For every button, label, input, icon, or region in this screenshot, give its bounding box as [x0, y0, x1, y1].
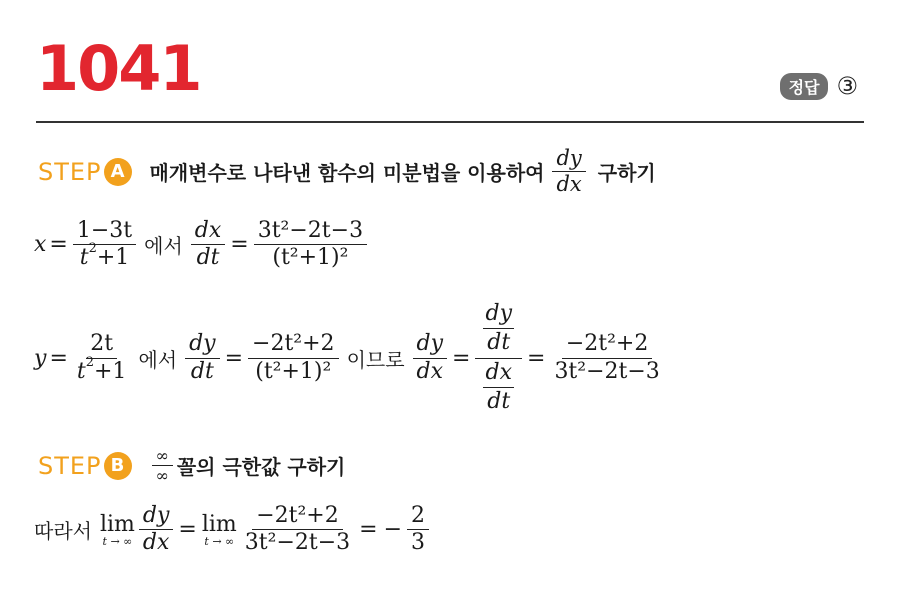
step-a-fraction: [552, 146, 585, 197]
step-b-label: STEP: [38, 451, 102, 480]
dx-dt-fraction: [191, 218, 226, 272]
dy-dt-result-den: (t²+1)²: [255, 358, 332, 384]
header-divider: [36, 121, 864, 123]
minus-sign: −: [383, 517, 403, 543]
dy-dx-result: [550, 331, 663, 385]
dy-dx-fraction: [413, 331, 448, 385]
step-a-frac-num: dy: [552, 146, 585, 172]
inner-dy-dt: [483, 300, 514, 358]
step-b-badge-icon: B: [104, 452, 132, 480]
connector-eseo: 에서: [138, 347, 178, 372]
dx-dt-result: [254, 218, 367, 272]
equals-sign: =: [178, 517, 197, 543]
inner-dt: dt: [487, 389, 511, 415]
var-x: x: [34, 232, 47, 258]
answer-badge: 정답: [780, 73, 829, 100]
step-a-title: 매개변수로 나타낸 함수의 미분법을 이용하여: [149, 161, 545, 186]
step-a-tail: 구하기: [597, 161, 656, 186]
dy-dt-fraction: [185, 331, 220, 385]
equals-sign: =: [230, 232, 249, 258]
inner-dt: dt: [487, 330, 511, 356]
equals-sign: =: [224, 345, 244, 371]
equals-sign: =: [527, 345, 546, 371]
dx-dt-result-num: 3t²−2t−3: [254, 218, 367, 245]
connector-ttaraseo: 따라서: [34, 519, 92, 544]
dy-dt-num: dy: [185, 331, 220, 358]
answer-den: 3: [411, 530, 426, 556]
connector-imeuro: 이므로: [346, 347, 405, 372]
answer-block: [780, 72, 858, 100]
inner-dx-dt: [483, 359, 514, 417]
step-a-frac-den: dx: [556, 172, 582, 197]
problem-number: 1041: [36, 32, 201, 105]
dy-dt-result-num: −2t²+2: [248, 331, 339, 358]
step-b-heading: [38, 446, 345, 485]
inner-dy: dy: [483, 300, 514, 329]
x-frac-num: 1−3t: [73, 218, 136, 245]
y-fraction: [73, 331, 131, 385]
x-fraction: [73, 218, 136, 272]
y-frac-num: 2t: [86, 331, 117, 358]
y-frac-den: $t^2+1$: [76, 354, 127, 384]
inner-dx: dx: [483, 359, 514, 388]
equation-x-derivative: [34, 218, 369, 272]
step-a-heading: [38, 146, 656, 197]
infinity-num: ∞: [152, 446, 173, 466]
dy-dx-den: dx: [416, 358, 444, 384]
compound-fraction: [475, 300, 522, 417]
limit-operator: [202, 512, 237, 548]
limit-equation: [34, 503, 431, 557]
step-a-label: STEP: [38, 157, 102, 186]
dy-dx-result-num: −2t²+2: [562, 331, 653, 358]
lim-text: lim: [201, 511, 237, 537]
answer-value: ③: [836, 72, 858, 100]
equals-sign: =: [359, 517, 378, 543]
dx-dt-den: dt: [196, 245, 220, 271]
infinity-den: ∞: [155, 466, 169, 486]
var-y: y: [34, 345, 47, 371]
lim-expr-num: −2t²+2: [252, 503, 343, 530]
equals-sign: =: [49, 232, 68, 258]
answer-fraction: [407, 503, 429, 557]
lim-dy: dy: [139, 503, 174, 530]
answer-num: 2: [407, 503, 429, 530]
lim-expr-den: 3t²−2t−3: [244, 530, 351, 556]
lim-subscript: t → ∞: [102, 534, 133, 548]
compound-num: [475, 300, 522, 359]
dy-dx-result-den: 3t²−2t−3: [554, 358, 660, 384]
lim-subscript: t → ∞: [204, 534, 235, 548]
lim-text: lim: [99, 511, 135, 537]
step-b-title: 꼴의 극한값 구하기: [176, 455, 346, 480]
dy-dt-den: dt: [190, 358, 214, 384]
dy-dx-num: dy: [413, 331, 448, 358]
equation-y-derivative: [34, 300, 666, 417]
dy-dt-result: [248, 331, 339, 385]
lim-expression: [241, 503, 354, 557]
step-a-badge-icon: A: [104, 158, 132, 186]
dx-dt-result-den: (t²+1)²: [272, 245, 349, 271]
dx-dt-num: dx: [191, 218, 226, 245]
compound-den: [475, 359, 522, 417]
equals-sign: =: [49, 345, 68, 371]
x-frac-den: $t^2+1$: [79, 241, 130, 271]
infinity-fraction: [152, 446, 173, 485]
limit-operator: [100, 512, 135, 548]
connector-eseo: 에서: [144, 234, 183, 259]
lim-dx: dx: [142, 530, 170, 556]
equals-sign: =: [452, 345, 471, 371]
lim-dy-dx: [139, 503, 174, 557]
